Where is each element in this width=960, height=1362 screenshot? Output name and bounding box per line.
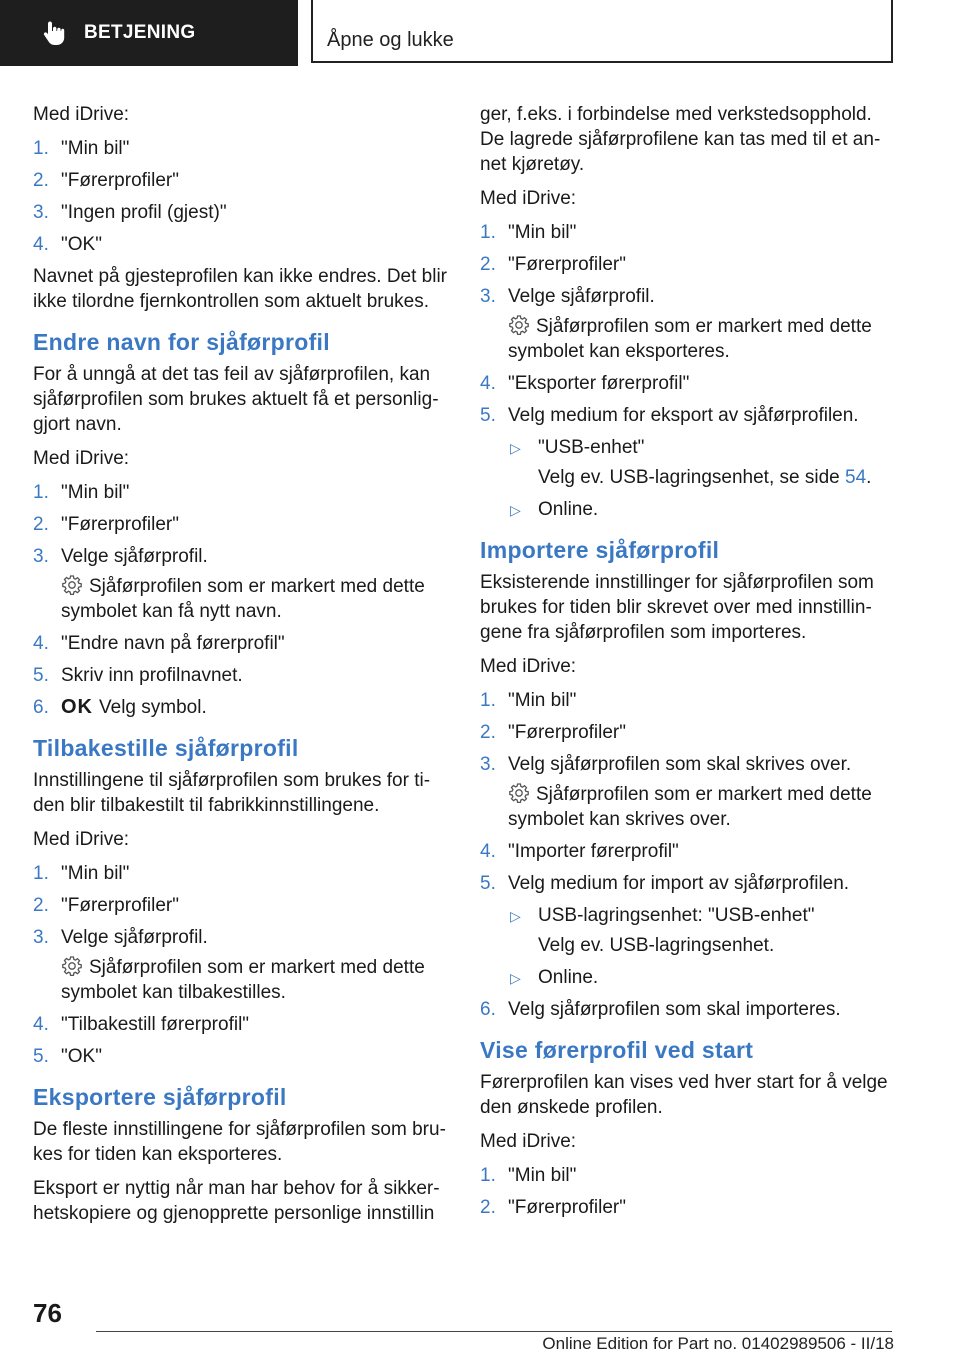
rename-steps-cont: [33, 631, 453, 720]
export-heading: Eksportere sjåførprofil: [33, 1084, 287, 1110]
export-note: Sjåførprofilen som er markert med dette symbolet kan eksporteres.: [508, 316, 872, 362]
list-item: ▷ "USB-enhet": [508, 435, 890, 460]
list-item: 2. "Førerprofiler": [33, 514, 179, 535]
list-item: 5. Velg medium for import av sjåførprofilen.: [480, 873, 850, 894]
start-steps: [480, 1163, 890, 1220]
rename-note: Sjåførprofilen som er markert med dette symbolet kan få nytt navn.: [61, 576, 425, 622]
reset-lead: Med iDrive:: [33, 829, 130, 850]
export-usb-note: Velg ev. USB-lagringsenhet, se side 54.: [538, 467, 872, 488]
intro-after: Navnet på gjesteprofilen kan ikke endres. Det blir ikke tilordne fjernkontrollen som aktuelt brukes.: [33, 266, 448, 312]
rename-lead: Med iDrive:: [33, 448, 130, 469]
page-link[interactable]: 54: [845, 467, 867, 488]
triangle-bullet-icon: ▷: [510, 502, 521, 518]
triangle-bullet-icon: ▷: [510, 440, 521, 456]
gear-icon: [61, 574, 83, 596]
import-text: Eksisterende innstillinger for sjåførprofilen som brukes for tiden blir skrevet over med innstillingene fra sjåførprofilen som importeres.: [480, 572, 874, 643]
triangle-bullet-icon: ▷: [510, 908, 521, 924]
start-lead: Med iDrive:: [480, 1131, 577, 1152]
list-item: 6. Velg sjåførprofilen som skal importeres.: [480, 999, 841, 1020]
list-item: 1. "Min bil": [33, 863, 130, 884]
chapter-title: Åpne og lukke: [327, 29, 454, 51]
ok-icon: OK: [61, 696, 93, 718]
list-item: 3. "Ingen profil (gjest)": [33, 202, 227, 223]
export-steps-cont: [480, 371, 890, 428]
list-item: ▷ Online.: [508, 965, 890, 990]
reset-text: Innstillingene til sjåførprofilen som brukes for tiden blir tilbakestilt til fabrikkinnstillingene.: [33, 770, 431, 816]
intro-steps: [33, 136, 453, 257]
import-note: Sjåførprofilen som er markert med dette symbolet kan skrives over.: [508, 784, 872, 830]
import-steps: [480, 688, 890, 777]
list-item: 1. "Min bil": [480, 1165, 577, 1186]
export-continued: ger, f.eks. i forbindelse med verkstedsopphold. De lagrede sjåførprofilene kan tas med til et annet kjøretøy.: [480, 104, 881, 175]
list-item: 5. Skriv inn profilnavnet.: [33, 665, 243, 686]
rename-heading: Endre navn for sjåførprofil: [33, 329, 330, 355]
gear-icon: [508, 314, 530, 336]
reset-heading: Tilbakestille sjåførprofil: [33, 735, 299, 761]
export-medium-options-cont: [480, 497, 890, 522]
intro-lead: Med iDrive:: [33, 104, 130, 125]
list-item: 1. "Min bil": [33, 482, 130, 503]
gear-icon: [61, 955, 83, 977]
list-item: 4. "Tilbakestill førerprofil": [33, 1014, 250, 1035]
chapter-header: [311, 0, 893, 63]
left-column: [33, 102, 453, 1235]
list-item: 5. Velg medium for eksport av sjåførprofilen.: [480, 405, 859, 426]
start-heading: Vise førerprofil ved start: [480, 1037, 754, 1063]
list-item: 1. "Min bil": [33, 138, 130, 159]
import-medium-options: [480, 903, 890, 928]
export-medium-options: [480, 435, 890, 460]
export-text-1: De fleste innstillingene for sjåførprofilen som brukes for tiden kan eksporteres.: [33, 1119, 446, 1165]
list-item: 4. "Eksporter førerprofil": [480, 373, 690, 394]
list-item: 2. "Førerprofiler": [480, 722, 626, 743]
import-steps-cont: [480, 839, 890, 896]
list-item: 1. "Min bil": [480, 222, 577, 243]
export-steps: [480, 220, 890, 309]
right-column: [480, 102, 890, 1227]
section-label: BETJENING: [84, 22, 196, 43]
reset-note: Sjåførprofilen som er markert med dette symbolet kan tilbakestilles.: [61, 957, 425, 1003]
export-lead: Med iDrive:: [480, 188, 577, 209]
import-usb-note: Velg ev. USB-lagringsenhet.: [538, 935, 775, 956]
hand-pointer-icon: [42, 20, 66, 46]
page-number: 76: [33, 1298, 62, 1328]
import-medium-options-cont: [480, 965, 890, 990]
list-item: ▷ USB-lagringsenhet: "USB-enhet": [508, 903, 890, 928]
list-item: 2. "Førerprofiler": [33, 895, 179, 916]
gear-icon: [508, 782, 530, 804]
export-text-2: Eksport er nyttig når man har behov for å sikkerhetskopiere og gjenopprette personlige innstillin: [33, 1178, 440, 1224]
triangle-bullet-icon: ▷: [510, 970, 521, 986]
import-lead: Med iDrive:: [480, 656, 577, 677]
list-item: 4. "OK": [33, 234, 102, 255]
list-item: 4. "Endre navn på førerprofil": [33, 633, 285, 654]
reset-steps: [33, 861, 453, 950]
rename-steps: [33, 480, 453, 569]
list-item: 6. OK Velg symbol.: [33, 696, 207, 718]
footer-divider: [96, 1331, 892, 1332]
list-item: 2. "Førerprofiler": [480, 254, 626, 275]
list-item: 4. "Importer førerprofil": [480, 841, 679, 862]
list-item: 3. Velge sjåførprofil.: [480, 286, 655, 307]
list-item: 2. "Førerprofiler": [480, 1197, 626, 1218]
import-heading: Importere sjåførprofil: [480, 537, 720, 563]
list-item: 3. Velg sjåførprofilen som skal skrives over.: [480, 754, 852, 775]
list-item: 1. "Min bil": [480, 690, 577, 711]
list-item: 3. Velge sjåførprofil.: [33, 546, 208, 567]
rename-text: For å unngå at det tas feil av sjåførprofilen, kan sjåførprofilen som brukes aktuelt få et personliggjort navn.: [33, 364, 439, 435]
list-item: 3. Velge sjåførprofil.: [33, 927, 208, 948]
import-steps-final: [480, 997, 890, 1022]
section-header: [0, 0, 298, 66]
reset-steps-cont: [33, 1012, 453, 1069]
start-text: Førerprofilen kan vises ved hver start for å velge den ønskede profilen.: [480, 1072, 888, 1118]
list-item: 2. "Førerprofiler": [33, 170, 179, 191]
list-item: ▷ Online.: [508, 497, 890, 522]
footer-edition: Online Edition for Part no. 01402989506 - II/18: [542, 1334, 894, 1353]
list-item: 5. "OK": [33, 1046, 102, 1067]
